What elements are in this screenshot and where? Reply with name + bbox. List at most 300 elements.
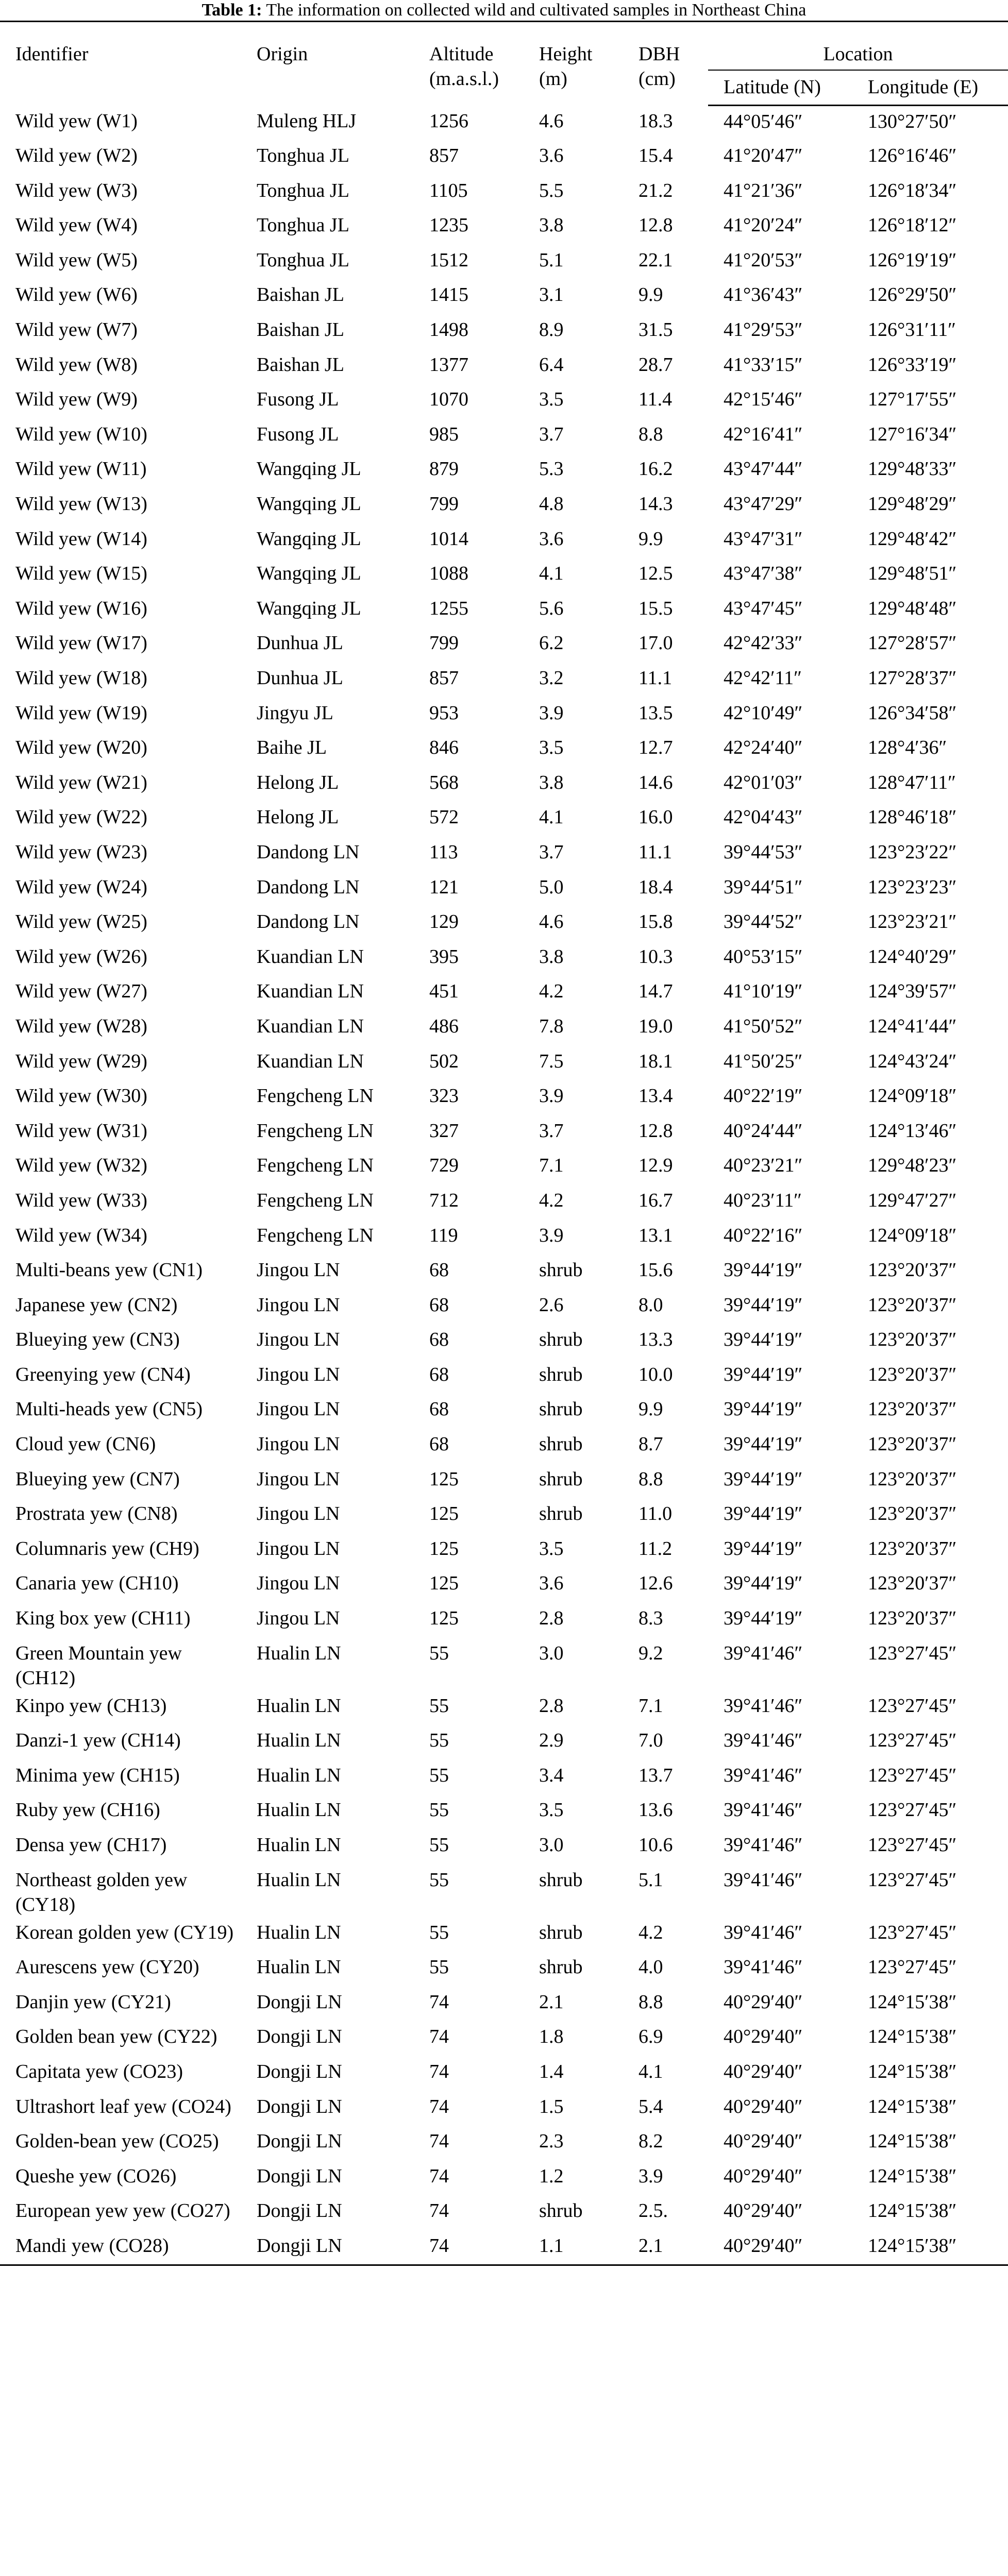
longitude-cell: 123°20′37″ [868, 1468, 957, 1490]
table-row [0, 1760, 1008, 1795]
altitude-cell: 125 [429, 1607, 459, 1630]
dbh-cell: 13.1 [639, 1224, 673, 1246]
altitude-cell: 55 [429, 1799, 449, 1821]
table-row [0, 1725, 1008, 1760]
identifier-cell: Wild yew (W32) [15, 1155, 147, 1177]
height-cell: shrub [539, 1503, 583, 1525]
dbh-cell: 10.0 [639, 1363, 673, 1385]
origin-cell: Hualin LN [257, 1642, 341, 1664]
latitude-cell: 39°41′46″ [724, 1642, 803, 1664]
dbh-cell: 18.3 [639, 110, 673, 132]
longitude-cell: 129°48′33″ [868, 458, 957, 480]
identifier-cell: Wild yew (W26) [15, 945, 147, 968]
dbh-cell: 6.9 [639, 2026, 663, 2048]
latitude-cell: 39°44′19″ [724, 1363, 803, 1385]
table-row [0, 106, 1008, 141]
height-cell: 2.8 [539, 1694, 564, 1717]
table-row [0, 1638, 1008, 1690]
table-row [0, 732, 1008, 767]
altitude-cell: 1105 [429, 179, 468, 201]
origin-cell: Fengcheng LN [257, 1085, 374, 1107]
identifier-cell: Ruby yew (CH16) [15, 1799, 160, 1821]
identifier-cell: Wild yew (W27) [15, 980, 147, 1003]
origin-cell: Dongji LN [257, 2200, 342, 2222]
identifier-cell: Wild yew (W34) [15, 1224, 147, 1246]
dbh-cell: 10.6 [639, 1834, 673, 1856]
height-cell: shrub [539, 2200, 583, 2222]
table-row [0, 837, 1008, 872]
longitude-cell: 124°15′38″ [868, 1991, 957, 2013]
height-cell: 3.9 [539, 1085, 564, 1107]
origin-cell: Tonghua JL [257, 214, 349, 236]
dbh-cell: 8.8 [639, 1468, 663, 1490]
altitude-cell: 55 [429, 1730, 449, 1752]
origin-cell: Jingou LN [257, 1433, 340, 1455]
dbh-cell: 14.3 [639, 493, 673, 515]
dbh-cell: 13.4 [639, 1085, 673, 1107]
dbh-cell: 17.0 [639, 632, 673, 654]
height-cell: 1.1 [539, 2234, 564, 2257]
dbh-cell: 12.5 [639, 563, 673, 585]
height-cell: 3.0 [539, 1642, 564, 1664]
identifier-cell: Multi-beans yew (CN1) [15, 1259, 203, 1281]
altitude-cell: 729 [429, 1155, 459, 1177]
dbh-cell: 8.2 [639, 2130, 663, 2153]
altitude-cell: 1377 [429, 353, 468, 376]
header-dbh: DBH (cm) [639, 43, 680, 90]
dbh-cell: 7.1 [639, 1694, 663, 1717]
height-cell: 7.5 [539, 1050, 564, 1072]
origin-cell: Muleng HLJ [257, 110, 357, 132]
latitude-cell: 41°20′24″ [724, 214, 803, 236]
longitude-cell: 127°17′55″ [868, 388, 957, 411]
identifier-cell: Densa yew (CH17) [15, 1834, 167, 1856]
identifier-cell: Columnaris yew (CH9) [15, 1537, 199, 1560]
dbh-cell: 21.2 [639, 179, 673, 201]
origin-cell: Fengcheng LN [257, 1155, 374, 1177]
latitude-cell: 40°29′40″ [724, 1991, 803, 2013]
height-cell: 3.4 [539, 1764, 564, 1786]
table-header [0, 22, 1008, 106]
dbh-cell: 15.5 [639, 597, 673, 619]
longitude-cell: 124°09′18″ [868, 1085, 957, 1107]
longitude-cell: 123°20′37″ [868, 1572, 957, 1595]
height-cell: 5.0 [539, 876, 564, 898]
dbh-cell: 12.9 [639, 1155, 673, 1177]
height-cell: shrub [539, 1398, 583, 1420]
identifier-cell: Cloud yew (CN6) [15, 1433, 156, 1455]
table-row [0, 1011, 1008, 1046]
altitude-cell: 68 [429, 1398, 449, 1420]
dbh-cell: 11.1 [639, 667, 673, 689]
dbh-cell: 2.5. [639, 2200, 668, 2222]
height-cell: 3.5 [539, 1537, 564, 1560]
table-body [0, 106, 1008, 2265]
height-cell: 4.6 [539, 110, 564, 132]
dbh-cell: 15.6 [639, 1259, 673, 1281]
altitude-cell: 74 [429, 2060, 449, 2082]
height-cell: 3.8 [539, 945, 564, 968]
identifier-cell: Wild yew (W28) [15, 1015, 147, 1037]
altitude-cell: 74 [429, 2130, 449, 2153]
altitude-cell: 857 [429, 145, 459, 167]
height-cell: 3.6 [539, 528, 564, 550]
dbh-cell: 8.0 [639, 1294, 663, 1316]
altitude-cell: 1235 [429, 214, 468, 236]
latitude-cell: 39°41′46″ [724, 1730, 803, 1752]
dbh-cell: 5.4 [639, 2095, 663, 2117]
latitude-cell: 41°21′36″ [724, 179, 803, 201]
origin-cell: Jingou LN [257, 1294, 340, 1316]
dbh-cell: 11.4 [639, 388, 673, 411]
height-cell: 4.1 [539, 806, 564, 828]
dbh-cell: 15.8 [639, 911, 673, 933]
origin-cell: Dongji LN [257, 2234, 342, 2257]
identifier-cell: Golden-bean yew (CO25) [15, 2130, 219, 2153]
latitude-cell: 39°41′46″ [724, 1694, 803, 1717]
altitude-cell: 327 [429, 1120, 459, 1142]
latitude-cell: 39°41′46″ [724, 1956, 803, 1978]
height-cell: 3.5 [539, 737, 564, 759]
latitude-cell: 40°29′40″ [724, 2095, 803, 2117]
longitude-cell: 126°16′46″ [868, 145, 957, 167]
latitude-cell: 41°50′25″ [724, 1050, 803, 1072]
identifier-cell: Wild yew (W21) [15, 771, 147, 793]
height-cell: 3.5 [539, 1799, 564, 1821]
dbh-cell: 8.8 [639, 1991, 663, 2013]
table-row [0, 2091, 1008, 2126]
latitude-cell: 43°47′38″ [724, 563, 803, 585]
origin-cell: Baishan JL [257, 319, 344, 341]
table-row [0, 558, 1008, 593]
altitude-cell: 1415 [429, 284, 468, 306]
origin-cell: Fusong JL [257, 388, 339, 411]
height-cell: 4.8 [539, 493, 564, 515]
dbh-cell: 12.8 [639, 1120, 673, 1142]
identifier-cell: Aurescens yew (CY20) [15, 1956, 199, 1978]
height-cell: 4.2 [539, 980, 564, 1003]
identifier-cell: Danzi-1 yew (CH14) [15, 1730, 181, 1752]
altitude-cell: 857 [429, 667, 459, 689]
altitude-cell: 68 [429, 1294, 449, 1316]
table-row [0, 175, 1008, 210]
altitude-cell: 74 [429, 1991, 449, 2013]
altitude-cell: 119 [429, 1224, 458, 1246]
longitude-cell: 123°23′22″ [868, 841, 957, 863]
altitude-cell: 74 [429, 2165, 449, 2187]
header-identifier: Identifier [15, 43, 89, 65]
height-cell: 3.5 [539, 388, 564, 411]
dbh-cell: 11.2 [639, 1537, 673, 1560]
dbh-cell: 2.1 [639, 2234, 663, 2257]
longitude-cell: 123°27′45″ [868, 1764, 957, 1786]
latitude-cell: 40°29′40″ [724, 2026, 803, 2048]
altitude-cell: 125 [429, 1572, 459, 1595]
table-row [0, 2056, 1008, 2091]
origin-cell: Jingyu JL [257, 702, 333, 724]
latitude-cell: 41°36′43″ [724, 284, 803, 306]
origin-cell: Baishan JL [257, 353, 344, 376]
dbh-cell: 18.4 [639, 876, 673, 898]
altitude-cell: 953 [429, 702, 459, 724]
identifier-cell: Mandi yew (CO28) [15, 2234, 169, 2257]
latitude-cell: 40°23′21″ [724, 1155, 803, 1177]
height-cell: 3.2 [539, 667, 564, 689]
table-row [0, 767, 1008, 802]
height-cell: 1.2 [539, 2165, 564, 2187]
dbh-cell: 22.1 [639, 249, 673, 271]
longitude-cell: 123°20′37″ [868, 1537, 957, 1560]
latitude-cell: 39°44′19″ [724, 1329, 803, 1351]
altitude-cell: 55 [429, 1869, 449, 1891]
identifier-cell: Wild yew (W25) [15, 911, 147, 933]
identifier-cell: Wild yew (W11) [15, 458, 147, 480]
identifier-cell: Blueying yew (CN3) [15, 1329, 180, 1351]
identifier-cell: Wild yew (W6) [15, 284, 138, 306]
longitude-cell: 123°27′45″ [868, 1869, 957, 1891]
origin-cell: Dunhua JL [257, 632, 343, 654]
identifier-cell: Northeast golden yew (CY18) [15, 1869, 188, 1916]
altitude-cell: 985 [429, 423, 459, 445]
latitude-cell: 41°50′52″ [724, 1015, 803, 1037]
dbh-cell: 11.0 [639, 1503, 673, 1525]
identifier-cell: European yew yew (CO27) [15, 2200, 230, 2222]
longitude-cell: 126°31′11″ [868, 319, 956, 341]
table-row [0, 1498, 1008, 1533]
latitude-cell: 40°22′16″ [724, 1224, 803, 1246]
latitude-cell: 40°29′40″ [724, 2130, 803, 2153]
identifier-cell: Wild yew (W1) [15, 110, 138, 132]
latitude-cell: 42°42′11″ [724, 667, 802, 689]
altitude-cell: 55 [429, 1642, 449, 1664]
table-row [0, 1464, 1008, 1499]
height-cell: 2.9 [539, 1730, 564, 1752]
origin-cell: Baishan JL [257, 284, 344, 306]
identifier-cell: Wild yew (W2) [15, 145, 138, 167]
latitude-cell: 40°29′40″ [724, 2234, 803, 2257]
table-row [0, 628, 1008, 663]
longitude-cell: 124°15′38″ [868, 2095, 957, 2117]
identifier-cell: Wild yew (W3) [15, 179, 138, 201]
table-row [0, 1794, 1008, 1829]
origin-cell: Kuandian LN [257, 1015, 364, 1037]
latitude-cell: 40°29′40″ [724, 2200, 803, 2222]
longitude-cell: 124°15′38″ [868, 2060, 957, 2082]
table-row [0, 419, 1008, 454]
longitude-cell: 130°27′50″ [868, 111, 957, 132]
header-origin: Origin [257, 43, 308, 65]
table-row [0, 593, 1008, 628]
table-row [0, 488, 1008, 523]
table-row [0, 1046, 1008, 1081]
latitude-cell: 39°44′19″ [724, 1259, 803, 1281]
identifier-cell: King box yew (CH11) [15, 1607, 191, 1630]
dbh-cell: 16.2 [639, 458, 673, 480]
table-row [0, 1324, 1008, 1359]
dbh-cell: 14.6 [639, 771, 673, 793]
dbh-cell: 13.6 [639, 1799, 673, 1821]
height-cell: 5.1 [539, 249, 564, 271]
latitude-cell: 43°47′45″ [724, 597, 803, 619]
altitude-cell: 55 [429, 1834, 449, 1856]
altitude-cell: 68 [429, 1259, 449, 1281]
altitude-cell: 74 [429, 2234, 449, 2257]
table-row [0, 210, 1008, 245]
origin-cell: Baihe JL [257, 737, 327, 759]
altitude-cell: 1498 [429, 319, 468, 341]
dbh-cell: 10.3 [639, 945, 673, 968]
dbh-cell: 15.4 [639, 145, 673, 167]
table-caption [0, 0, 1008, 21]
origin-cell: Wangqing JL [257, 458, 361, 480]
table-row [0, 245, 1008, 280]
origin-cell: Fengcheng LN [257, 1224, 374, 1246]
height-cell: 3.8 [539, 771, 564, 793]
height-cell: shrub [539, 1921, 583, 1943]
longitude-cell: 126°33′19″ [868, 353, 957, 376]
height-cell: 3.9 [539, 1224, 564, 1246]
table-row [0, 1568, 1008, 1603]
longitude-cell: 129°48′42″ [868, 528, 957, 550]
origin-cell: Jingou LN [257, 1329, 340, 1351]
origin-cell: Jingou LN [257, 1607, 340, 1630]
dbh-cell: 9.9 [639, 284, 663, 306]
longitude-cell: 127°28′37″ [868, 667, 957, 689]
header-longitude: Longitude (E) [852, 70, 1008, 106]
identifier-cell: Wild yew (W4) [15, 214, 138, 236]
height-cell: 2.3 [539, 2130, 564, 2153]
table-row [0, 941, 1008, 976]
origin-cell: Hualin LN [257, 1799, 341, 1821]
altitude-cell: 323 [429, 1085, 459, 1107]
origin-cell: Hualin LN [257, 1730, 341, 1752]
table-row [0, 1394, 1008, 1429]
origin-cell: Dongji LN [257, 2165, 342, 2187]
height-cell: 7.1 [539, 1155, 564, 1177]
table-row [0, 698, 1008, 733]
table-row [0, 453, 1008, 488]
identifier-cell: Wild yew (W14) [15, 528, 147, 550]
identifier-cell: Capitata yew (CO23) [15, 2060, 183, 2082]
dbh-cell: 4.0 [639, 1956, 663, 1978]
latitude-cell: 39°44′19″ [724, 1572, 803, 1595]
latitude-cell: 39°44′19″ [724, 1468, 803, 1490]
identifier-cell: Green Mountain yew (CH12) [15, 1642, 182, 1689]
dbh-cell: 18.1 [639, 1050, 673, 1072]
longitude-cell: 124°13′46″ [868, 1120, 957, 1142]
latitude-cell: 42°10′49″ [724, 702, 803, 724]
table-row [0, 1917, 1008, 1952]
longitude-cell: 124°15′38″ [868, 2130, 957, 2153]
height-cell: 5.3 [539, 458, 564, 480]
identifier-cell: Wild yew (W20) [15, 737, 147, 759]
dbh-cell: 8.3 [639, 1607, 663, 1630]
latitude-cell: 41°20′47″ [724, 145, 803, 167]
longitude-cell: 128°47′11″ [868, 771, 956, 793]
latitude-cell: 42°15′46″ [724, 388, 803, 411]
table-row [0, 523, 1008, 558]
table-caption-label: Table 1: [201, 1, 262, 20]
header-height: Height (m) [539, 43, 593, 90]
origin-cell: Dandong LN [257, 876, 360, 898]
latitude-cell: 39°41′46″ [724, 1764, 803, 1786]
origin-cell: Tonghua JL [257, 249, 349, 271]
identifier-cell: Golden bean yew (CY22) [15, 2026, 217, 2048]
table-row [0, 2021, 1008, 2056]
origin-cell: Dongji LN [257, 1991, 342, 2013]
longitude-cell: 123°27′45″ [868, 1956, 957, 1978]
longitude-cell: 127°16′34″ [868, 423, 957, 445]
latitude-cell: 41°29′53″ [724, 319, 803, 341]
latitude-cell: 40°29′40″ [724, 2060, 803, 2082]
dbh-cell: 3.9 [639, 2165, 663, 2187]
altitude-cell: 395 [429, 945, 459, 968]
table-row [0, 2126, 1008, 2161]
table-row [0, 1533, 1008, 1568]
dbh-cell: 28.7 [639, 353, 673, 376]
height-cell: 1.8 [539, 2026, 564, 2048]
longitude-cell: 124°41′44″ [868, 1015, 957, 1037]
identifier-cell: Wild yew (W5) [15, 249, 138, 271]
identifier-cell: Greenying yew (CN4) [15, 1363, 191, 1385]
identifier-cell: Japanese yew (CN2) [15, 1294, 178, 1316]
altitude-cell: 712 [429, 1189, 459, 1211]
longitude-cell: 129°47′27″ [868, 1189, 957, 1211]
table-row [0, 906, 1008, 941]
table-row [0, 1829, 1008, 1865]
longitude-cell: 123°20′37″ [868, 1259, 957, 1281]
altitude-cell: 846 [429, 737, 459, 759]
longitude-cell: 128°4′36″ [868, 737, 947, 759]
table-row [0, 314, 1008, 349]
origin-cell: Tonghua JL [257, 145, 349, 167]
height-cell: 4.1 [539, 563, 564, 585]
origin-cell: Wangqing JL [257, 493, 361, 515]
longitude-cell: 126°34′58″ [868, 702, 957, 724]
dbh-cell: 13.3 [639, 1329, 673, 1351]
latitude-cell: 39°41′46″ [724, 1834, 803, 1856]
latitude-cell: 43°47′44″ [724, 458, 803, 480]
altitude-cell: 799 [429, 632, 459, 654]
dbh-cell: 12.7 [639, 737, 673, 759]
height-cell: shrub [539, 1869, 583, 1891]
dbh-cell: 4.1 [639, 2060, 663, 2082]
table-row [0, 1952, 1008, 1987]
height-cell: 3.0 [539, 1834, 564, 1856]
dbh-cell: 9.2 [639, 1642, 663, 1664]
latitude-cell: 42°04′43″ [724, 806, 803, 828]
identifier-cell: Wild yew (W17) [15, 632, 147, 654]
altitude-cell: 113 [429, 841, 458, 863]
altitude-cell: 879 [429, 458, 459, 480]
longitude-cell: 127°28′57″ [868, 632, 957, 654]
dbh-cell: 7.0 [639, 1730, 663, 1752]
altitude-cell: 55 [429, 1921, 449, 1943]
longitude-cell: 124°15′38″ [868, 2026, 957, 2048]
latitude-cell: 42°24′40″ [724, 737, 803, 759]
longitude-cell: 129°48′48″ [868, 597, 957, 619]
altitude-cell: 125 [429, 1503, 459, 1525]
latitude-cell: 39°41′46″ [724, 1869, 803, 1891]
origin-cell: Jingou LN [257, 1363, 340, 1385]
dbh-cell: 9.9 [639, 1398, 663, 1420]
identifier-cell: Kinpo yew (CH13) [15, 1694, 167, 1717]
identifier-cell: Wild yew (W31) [15, 1120, 147, 1142]
table-row [0, 279, 1008, 314]
table-row [0, 1115, 1008, 1150]
latitude-cell: 39°44′19″ [724, 1433, 803, 1455]
latitude-cell: 40°53′15″ [724, 945, 803, 968]
